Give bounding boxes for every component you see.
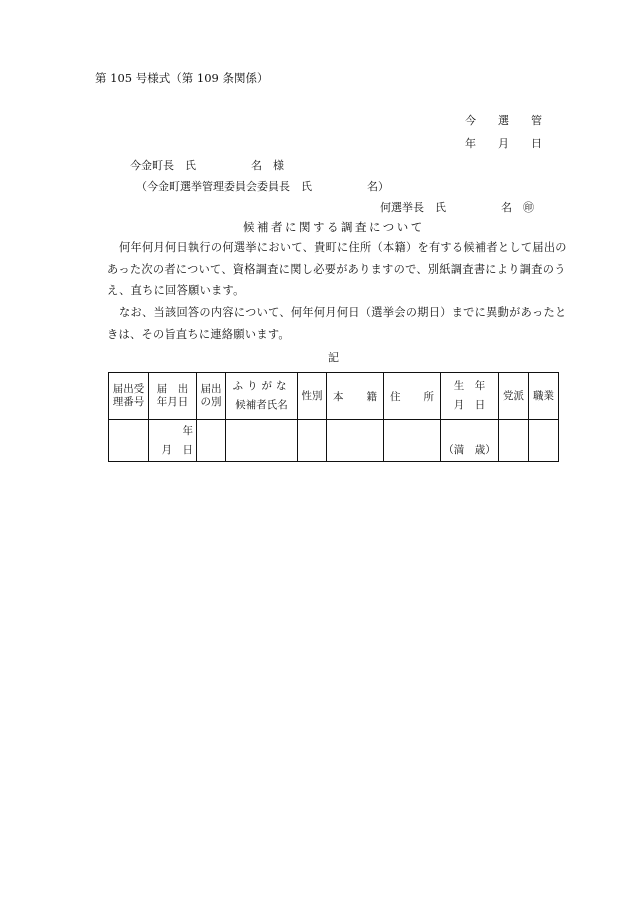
body-paragraph-1: 何年何月何日執行の何選挙において、貴町に住所（本籍）を有する候補者として届出のあった次の者について、資格調査に関し必要がありますので、別紙調査書により調査のうえ、直ちに回答願います。 <box>107 241 567 297</box>
candidate-table <box>108 372 559 462</box>
col-birth-date: 生 年 月 日 <box>441 373 499 420</box>
col-receipt-number: 届出受 理番号 <box>109 373 149 420</box>
cell-party <box>499 420 529 462</box>
date-line: 年 月 日 <box>465 137 542 150</box>
addressee-line: 今金町長 氏 名 様 <box>130 159 284 172</box>
body-paragraph-2: なお、当該回答の内容について、何年何月何日（選挙会の期日）までに異動があったときは、その旨直ちに連絡願います。 <box>107 306 567 341</box>
cell-receipt-number <box>109 420 149 462</box>
col-party: 党派 <box>499 373 529 420</box>
col-filing-type: 届出 の別 <box>197 373 226 420</box>
cell-candidate-name <box>226 420 298 462</box>
document-title: 候補者に関する調査について <box>243 220 425 234</box>
table-row <box>109 420 559 462</box>
col-filed-date: 届 出 年月日 <box>149 373 197 420</box>
col-occupation: 職業 <box>529 373 559 420</box>
sender-line: 何選挙長 氏 名 ㊞ <box>380 201 534 214</box>
col-domicile: 本 籍 <box>327 373 384 420</box>
table-header-row <box>109 373 559 420</box>
col-address: 住 所 <box>384 373 441 420</box>
col-gender: 性別 <box>298 373 327 420</box>
ki-heading: 記 <box>328 351 339 364</box>
cell-address <box>384 420 441 462</box>
col-candidate-name: ふりがな 候補者氏名 <box>226 373 298 420</box>
addressee-alt-line: （今金町選挙管理委員会委員長 氏 名） <box>136 180 389 193</box>
cell-occupation <box>529 420 559 462</box>
issuer-line: 今 選 管 <box>465 114 542 127</box>
cell-gender <box>298 420 327 462</box>
cell-filed-date: 年 月 日 <box>149 420 197 462</box>
form-number: 第 105 号様式（第 109 条関係） <box>95 71 269 85</box>
cell-domicile <box>327 420 384 462</box>
cell-birth-date: （満 歳） <box>441 420 499 462</box>
cell-filing-type <box>197 420 226 462</box>
